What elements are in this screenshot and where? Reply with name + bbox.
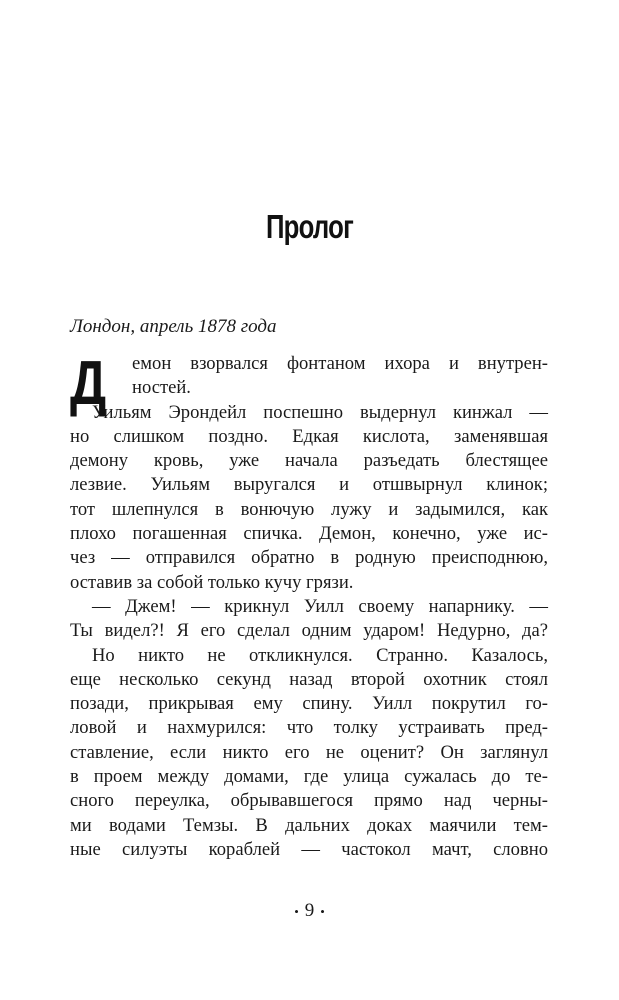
page-number — [0, 900, 619, 922]
text-line: чез — отправился обратно в родную преисподнюю, — [70, 547, 548, 569]
text-line: плохо погашенная спичка. Демон, конечно, уже ис- — [70, 523, 548, 545]
text-line: демону кровь, уже начала разъедать блестящее — [70, 450, 548, 472]
text-line: Уильям Эрондейл поспешно выдернул кинжал — — [92, 401, 548, 423]
page-number-value: 9 — [304, 900, 315, 921]
text-line: еще несколько секунд назад второй охотник стоял — [70, 668, 548, 690]
text-line: ловой и нахмурился: что толку устраивать пред- — [70, 717, 548, 739]
text-line: Но никто не откликнулся. Странно. Казалось, — [92, 644, 548, 666]
text-line: ми водами Темзы. В дальних доках маячили тем- — [70, 814, 548, 836]
text-line: ставление, если никто его не оценит? Он заглянул — [70, 741, 548, 763]
text-line: ностей. — [132, 377, 191, 399]
bullet-icon: • — [320, 903, 325, 919]
text-line: тот шлепнулся в вонючую лужу и задымился, как — [70, 498, 548, 520]
text-line: Ты видел?! Я его сделал одним ударом! Недурно, да? — [70, 620, 548, 642]
bullet-icon: • — [294, 903, 299, 919]
chapter-title: Пролог — [265, 208, 354, 245]
place-date-heading: Лондон, апрель 1878 года — [70, 316, 277, 337]
text-line: ные силуэты кораблей — частокол мачт, словно — [70, 838, 548, 860]
drop-cap: Д — [70, 349, 107, 418]
text-line: сного переулка, обрывавшегося прямо над черны- — [70, 790, 548, 812]
text-line: позади, прикрывая ему спину. Уилл покрутил го- — [70, 693, 548, 715]
text-line: в проем между домами, где улица сужалась до те- — [70, 766, 548, 788]
text-line: емон взорвался фонтаном ихора и внутрен- — [132, 353, 548, 374]
text-line: но слишком поздно. Едкая кислота, заменявшая — [70, 425, 548, 447]
text-line: оставив за собой только кучу грязи. — [70, 571, 354, 593]
body-text — [70, 349, 548, 862]
text-line: лезвие. Уильям выругался и отшвырнул клинок; — [70, 474, 548, 496]
text-line: — Джем! — крикнул Уилл своему напарнику. — — [92, 595, 548, 617]
